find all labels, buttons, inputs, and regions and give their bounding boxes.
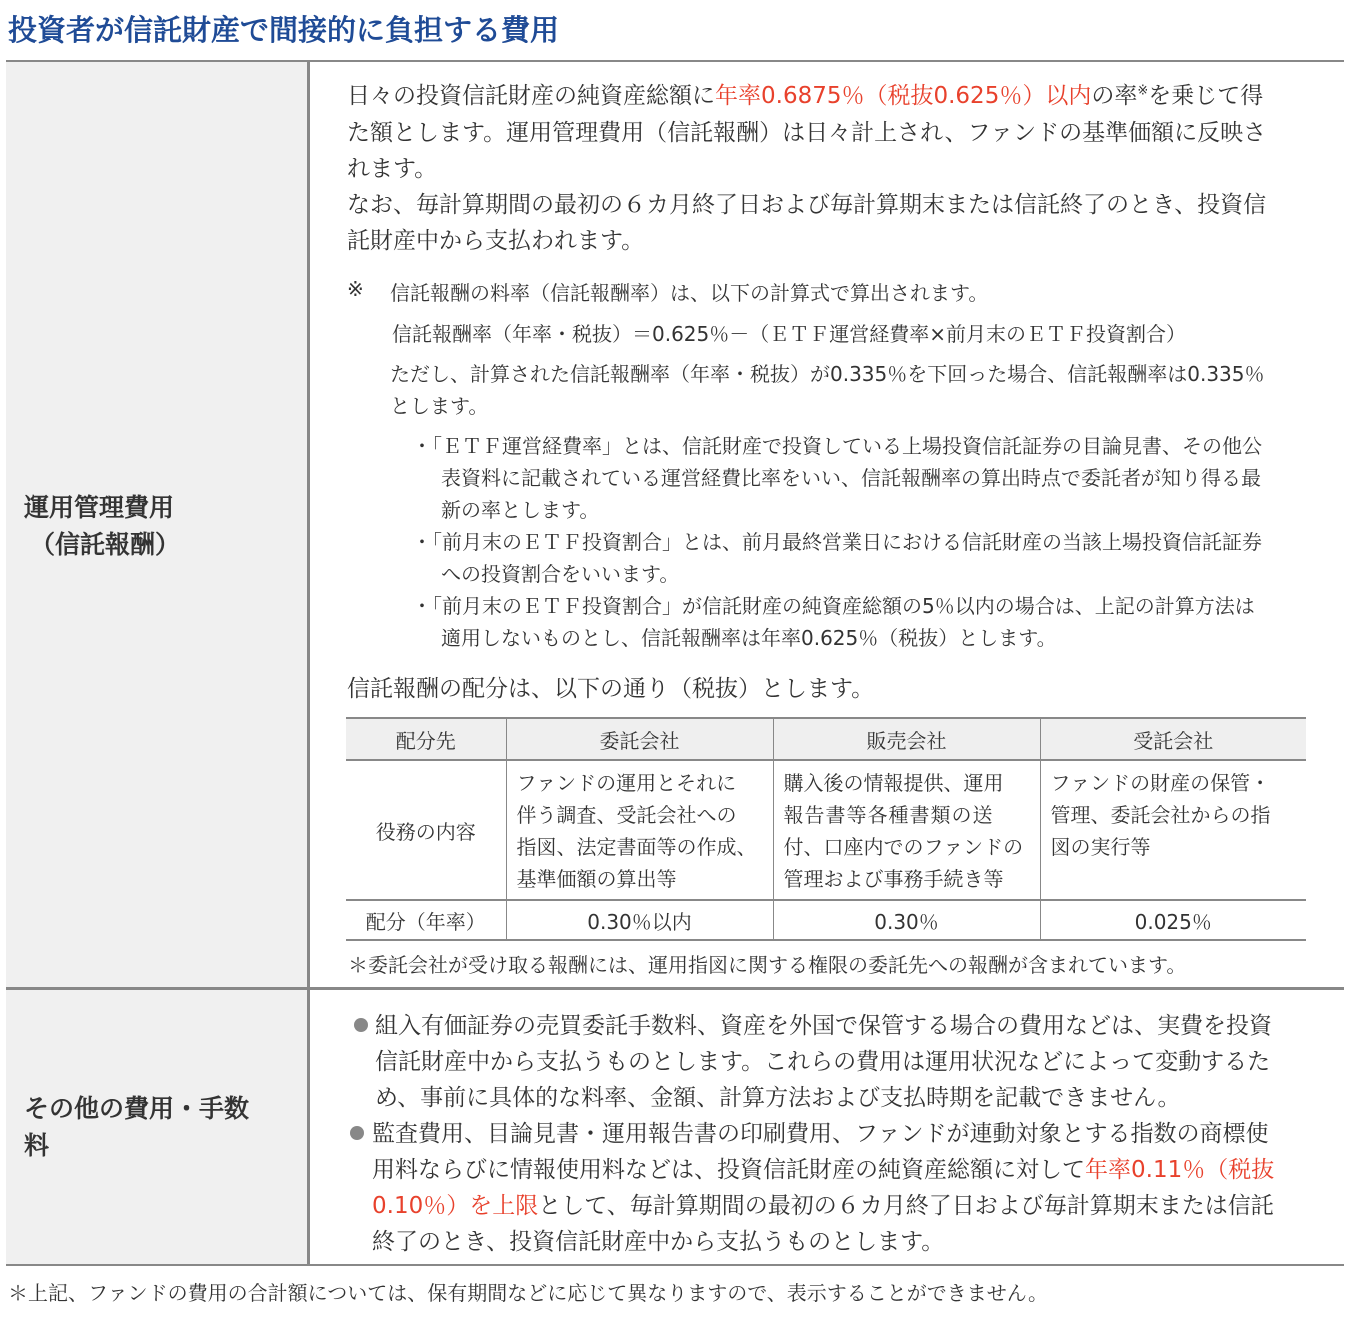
role-line: 基準価額の算出等 (516, 867, 677, 891)
text-run: 用料ならびに情報使用料などは、投資信託財産の純資産総額に対して (372, 1157, 1085, 1183)
header-cell: 受託会社 (1040, 718, 1306, 760)
fee-rate-highlight: 0.10％）を上限 (372, 1193, 539, 1219)
definition-line: 新の率とします。 (441, 498, 600, 522)
management-fee-label (24, 489, 180, 563)
fee-rate-highlight: 年率0.6875％（税抜0.625％）以内 (715, 83, 1092, 109)
role-line: 付、口座内でのファンドの (783, 835, 1024, 859)
header-cell: 販売会社 (773, 718, 1040, 760)
table-note: ＊委託会社が受け取る報酬には、運用指図に関する権限の委託先への報酬が含まれています。 (348, 953, 1187, 977)
role-line: 報告書等各種書類の送 (783, 803, 994, 827)
paragraph-line (347, 77, 1263, 110)
role-line: 管理、委託会社からの指 (1050, 803, 1271, 827)
paragraph-line: 託財産中から支払われます。 (347, 228, 645, 254)
footer-note: ＊上記、ファンドの費用の合計額については、保有期間などに応じて異なりますので、表示することができません。 (8, 1281, 1048, 1305)
bullet-line: 信託財産中から支払うものとします。これらの費用は運用状況などによって変動するた (375, 1049, 1271, 1075)
paragraph-line: れます。 (347, 156, 438, 182)
role-line: 管理および事務手続き等 (783, 867, 1004, 891)
bullet-line (372, 1187, 1274, 1220)
note-mark: ※ (347, 277, 364, 301)
allocation-intro: 信託報酬の配分は、以下の通り（税抜）とします。 (347, 676, 875, 702)
role-line: ファンドの運用とそれに (516, 771, 737, 795)
role-line: ファンドの財産の保管・ (1050, 771, 1271, 795)
share-row (346, 900, 1306, 940)
role-label-cell: 役務の内容 (346, 760, 506, 900)
bullet-icon (354, 1018, 368, 1032)
share-cell: 0.30％以内 (506, 900, 773, 940)
note-line: 信託報酬の料率（信託報酬率）は、以下の計算式で算出されます。 (390, 281, 989, 305)
fee-rate-highlight: 年率0.11％（税抜 (1085, 1157, 1275, 1183)
bullet-line: 組入有価証券の売買委託手数料、資産を外国で保管する場合の費用などは、実費を投資 (375, 1013, 1272, 1039)
role-line: 伴う調査、受託会社への (516, 803, 737, 827)
paragraph-line: なお、毎計算期間の最初の６カ月終了日および毎計算期末または信託終了のとき、投資信 (347, 192, 1267, 218)
label-line: その他の費用・手数 (24, 1094, 250, 1123)
bullet-line: 終了のとき、投資信託財産中から支払うものとします。 (372, 1229, 945, 1255)
note-line: とします。 (390, 394, 489, 418)
other-fees-label (24, 1090, 249, 1164)
definition-line: ・「ＥＴＦ運営経費率」とは、信託財産で投資している上場投資信託証券の目論見書、その他公 (412, 434, 1262, 458)
role-line: 図の実行等 (1050, 835, 1151, 859)
bullet-line: め、事前に具体的な料率、金額、計算方法および支払時期を記載できません。 (375, 1085, 1181, 1111)
note-line: ただし、計算された信託報酬率（年率・税抜）が0.335％を下回った場合、信託報酬率は0.335％ (390, 362, 1265, 386)
share-cell: 0.30％ (773, 900, 1040, 940)
definition-line: ・「前月末のＥＴＦ投資割合」とは、前月最終営業日における信託財産の当該上場投資信託証券 (412, 530, 1262, 554)
management-fee-label-cell (6, 62, 310, 987)
definition-line: 表資料に記載されている運営経費比率をいい、信託報酬率の算出時点で委託者が知り得る最 (441, 466, 1261, 490)
bullet-line (372, 1151, 1274, 1184)
footnote-mark: ※ (1137, 83, 1149, 99)
definition-line: への投資割合をいいます。 (441, 562, 680, 586)
share-cell: 0.025％ (1040, 900, 1306, 940)
share-label-cell: 配分（年率） (346, 900, 506, 940)
role-cell-trustor (506, 760, 773, 900)
bullet-icon (350, 1126, 364, 1140)
formula-line: 信託報酬率（年率・税抜）＝0.625％－（ＥＴＦ運営経費率×前月末のＥＴＦ投資割合） (392, 322, 1187, 346)
text-run: として、毎計算期間の最初の６カ月終了日および毎計算期末または信託 (538, 1193, 1274, 1219)
role-line: 指図、法定書面等の作成、 (516, 835, 757, 859)
label-line: （信託報酬） (30, 530, 181, 559)
label-line: 運用管理費用 (24, 493, 175, 522)
definition-line: 適用しないものとし、信託報酬率は年率0.625％（税抜）とします。 (441, 626, 1057, 650)
bullet-line: 監査費用、目論見書・運用報告書の印刷費用、ファンドが連動対象とする指数の商標使 (372, 1121, 1269, 1147)
header-cell: 配分先 (346, 718, 506, 760)
label-line: 料 (24, 1131, 50, 1160)
role-row (346, 760, 1306, 900)
allocation-table (346, 717, 1306, 941)
other-fees-label-cell (6, 990, 310, 1264)
text-run: 日々の投資信託財産の純資産総額に (347, 83, 715, 109)
definition-line: ・「前月末のＥＴＦ投資割合」が信託財産の純資産総額の5％以内の場合は、上記の計算方法は (412, 594, 1255, 618)
allocation-header-row (346, 718, 1306, 760)
header-cell: 委託会社 (506, 718, 773, 760)
page-title: 投資者が信託財産で間接的に負担する費用 (8, 13, 560, 47)
role-cell-distributor (773, 760, 1040, 900)
role-cell-trustee (1040, 760, 1306, 900)
text-run: の率 (1091, 83, 1138, 109)
role-line: 購入後の情報提供、運用 (783, 771, 1004, 795)
text-run: を乗じて得 (1148, 83, 1264, 109)
paragraph-line: た額とします。運用管理費用（信託報酬）は日々計上され、ファンドの基準価額に反映さ (347, 120, 1267, 146)
